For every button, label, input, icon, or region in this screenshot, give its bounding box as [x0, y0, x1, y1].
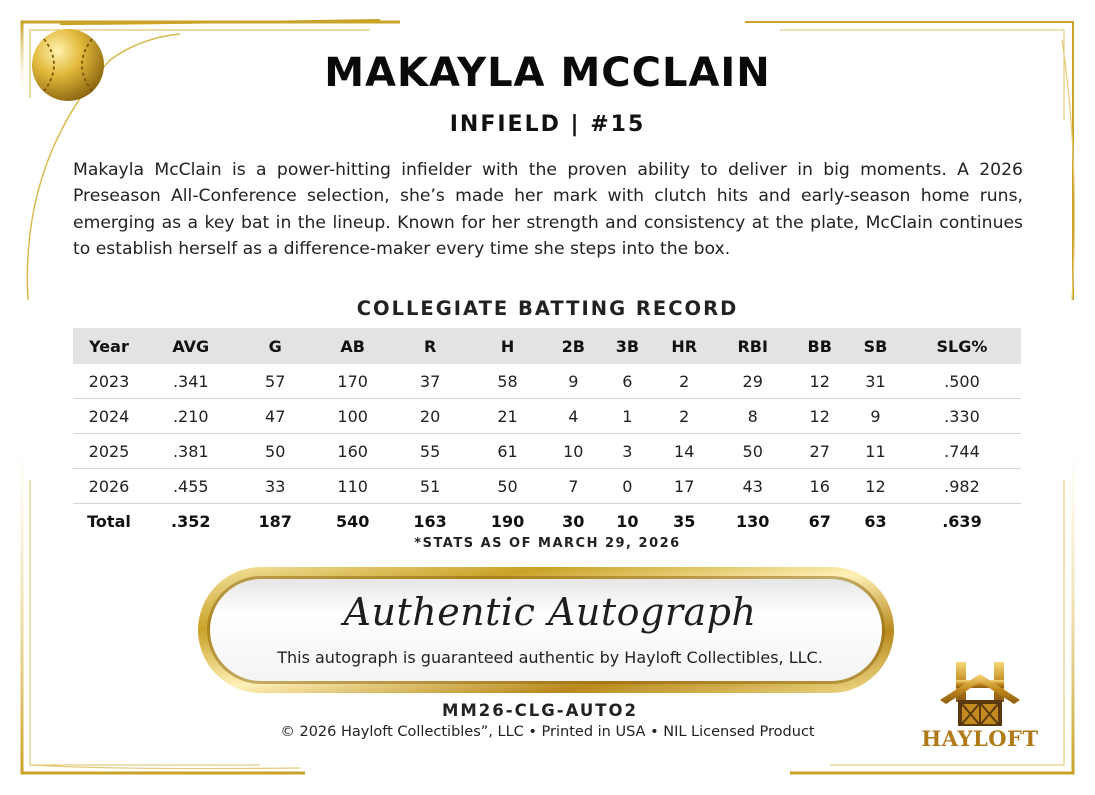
hayloft-wordmark: HAYLOFT — [921, 726, 1039, 751]
batting-record-table — [73, 328, 1021, 538]
table-cell: 43 — [714, 469, 791, 504]
table-cell: 31 — [848, 364, 903, 399]
table-cell: 9 — [546, 364, 600, 399]
header-cell: SLG% — [903, 328, 1021, 364]
table-cell: 110 — [314, 469, 391, 504]
table-cell: 163 — [413, 511, 447, 531]
table-cell: 63 — [864, 511, 887, 531]
table-cell: .500 — [903, 364, 1021, 399]
table-cell: .210 — [145, 399, 237, 434]
stats-section-title: COLLEGIATE BATTING RECORD — [356, 297, 739, 320]
header-cell: H — [469, 328, 546, 364]
table-cell: 50 — [237, 434, 314, 469]
copyright-line: © 2026 Hayloft Collectibles”, LLC • Printed in USA • NIL Licensed Product — [280, 724, 815, 740]
table-cell: 21 — [469, 399, 546, 434]
player-position-number: INFIELD | #15 — [449, 112, 646, 137]
table-cell: .381 — [145, 434, 237, 469]
table-cell: 4 — [546, 399, 600, 434]
table-cell: .341 — [145, 364, 237, 399]
table-cell: 27 — [791, 434, 848, 469]
table-cell: 8 — [714, 399, 791, 434]
authenticity-statement: This autograph is guaranteed authentic by Hayloft Collectibles, LLC. — [277, 648, 823, 667]
table-cell: 0 — [600, 469, 654, 504]
table-cell: 2023 — [73, 364, 145, 399]
table-cell: 160 — [314, 434, 391, 469]
table-cell: 540 — [335, 511, 370, 531]
table-cell: 33 — [237, 469, 314, 504]
table-cell: .639 — [942, 511, 982, 531]
table-cell: 2024 — [73, 399, 145, 434]
table-cell: 55 — [391, 434, 468, 469]
header-cell: R — [391, 328, 468, 364]
table-cell: 12 — [791, 364, 848, 399]
card-code: MM26-CLG-AUTO2 — [441, 701, 639, 720]
table-cell: 57 — [237, 364, 314, 399]
table-cell: 10 — [616, 511, 639, 531]
header-cell: 2B — [546, 328, 600, 364]
player-bio: Makayla McClain is a power-hitting infielder with the proven ability to deliver in big moments. A 2026 Preseason All-Conference selection, she’s made her mark with clutch hits and early-season home runs, emerging as a key bat in the lineup. Known for her strength and consistency at the plate, McClain continues to establish herself as a difference-maker every time she steps into the box. — [73, 160, 1023, 260]
header-cell: RBI — [714, 328, 791, 364]
header-cell: 3B — [600, 328, 654, 364]
table-cell: 12 — [848, 469, 903, 504]
header-cell: AVG — [145, 328, 237, 364]
table-cell: 2 — [654, 364, 714, 399]
table-cell: 6 — [600, 364, 654, 399]
table-cell: 3 — [600, 434, 654, 469]
table-row — [73, 364, 1021, 399]
authentic-autograph-title: Authentic Autograph — [343, 590, 757, 634]
table-cell: 47 — [237, 399, 314, 434]
table-cell: 130 — [736, 511, 770, 531]
table-cell: Total — [87, 511, 131, 531]
table-cell: 51 — [391, 469, 468, 504]
header-cell: HR — [654, 328, 714, 364]
table-cell: 16 — [791, 469, 848, 504]
table-cell: 170 — [314, 364, 391, 399]
table-cell: 187 — [258, 511, 292, 531]
header-cell: AB — [314, 328, 391, 364]
table-cell: 10 — [546, 434, 600, 469]
table-cell: 58 — [469, 364, 546, 399]
table-row — [73, 469, 1021, 504]
table-cell: 20 — [391, 399, 468, 434]
table-cell: 37 — [391, 364, 468, 399]
table-cell: 17 — [654, 469, 714, 504]
table-header-row — [73, 328, 1021, 364]
table-cell: 50 — [469, 469, 546, 504]
table-cell: 12 — [791, 399, 848, 434]
player-name: MAKAYLA MCCLAIN — [324, 50, 771, 96]
table-cell: .744 — [903, 434, 1021, 469]
stats-date-note: *STATS AS OF MARCH 29, 2026 — [414, 536, 681, 551]
table-cell: 29 — [714, 364, 791, 399]
table-cell: 30 — [562, 511, 585, 531]
table-cell: 11 — [848, 434, 903, 469]
table-cell: 9 — [848, 399, 903, 434]
table-cell: 190 — [490, 511, 525, 531]
header-cell: BB — [791, 328, 848, 364]
table-cell: 50 — [714, 434, 791, 469]
header-cell: Year — [73, 328, 145, 364]
table-cell: 61 — [469, 434, 546, 469]
table-cell: 2 — [654, 399, 714, 434]
table-cell: 100 — [314, 399, 391, 434]
table-cell: 2025 — [73, 434, 145, 469]
table-cell: .982 — [903, 469, 1021, 504]
table-cell: 35 — [673, 511, 696, 531]
table-cell: 7 — [546, 469, 600, 504]
table-cell: 1 — [600, 399, 654, 434]
table-row — [73, 434, 1021, 469]
header-cell: SB — [848, 328, 903, 364]
table-cell: .330 — [903, 399, 1021, 434]
table-cell: .352 — [171, 511, 211, 531]
table-cell: 14 — [654, 434, 714, 469]
table-total-row — [73, 504, 1021, 539]
table-cell: 67 — [808, 511, 831, 531]
table-row — [73, 399, 1021, 434]
table-cell: 2026 — [73, 469, 145, 504]
table-cell: .455 — [145, 469, 237, 504]
header-cell: G — [237, 328, 314, 364]
